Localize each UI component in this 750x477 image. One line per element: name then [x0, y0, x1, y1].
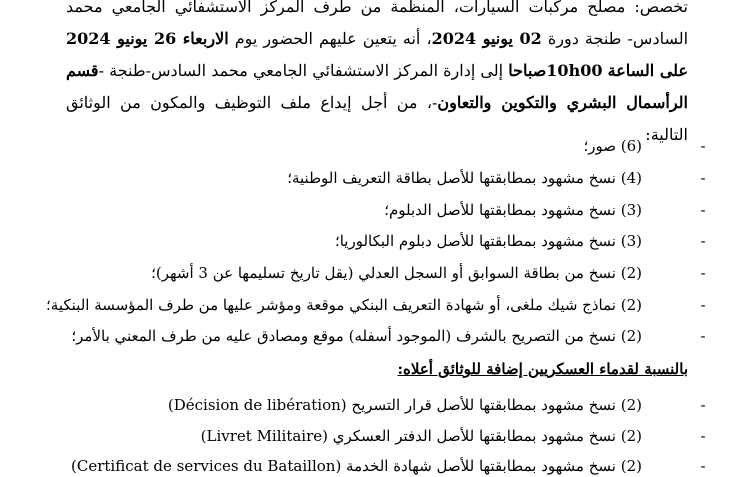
bullet-dash: - — [700, 296, 706, 314]
intro-line-3: إلى إدارة المركز الاستشفائي الجامعي محمد السادس-طنجة - — [98, 61, 509, 80]
intro-paragraph — [66, 0, 688, 151]
exam-date: 02 يونيو 2024 — [431, 29, 542, 48]
bullet-dash: - — [700, 201, 706, 219]
list-item: - (3) نسخ مشهود بمطابقتها للأصل دبلوم البكالوريا؛ — [335, 230, 642, 252]
appointment-date: الاربعاء 26 يونيو 2024 على الساعة — [66, 29, 689, 80]
bullet-dash: - — [700, 427, 706, 445]
department-name: قسم الرأسمال البشري والتكوين والتعاون — [66, 61, 688, 112]
bullet-dash: - — [700, 264, 706, 282]
intro-line-1: تخصص: مصلح مركبات السيارات، المنظمة من طرف المركز الاستشفائي الجامعي محمد السادس- — [66, 0, 689, 48]
list-item: - (2) نسخ من بطاقة السوابق أو السجل العدلي (يقل تاريخ تسليمها عن 3 أشهر)؛ — [151, 262, 642, 284]
intro-line-2b: ، أنه يتعين عليهم الحضور يوم — [228, 29, 432, 48]
list-item: - (2) نسخ من التصريح بالشرف (الموجود أسفله) موقع ومصادق عليه من طرف المعني بالأمر؛ — [71, 325, 642, 347]
bullet-dash: - — [700, 457, 706, 475]
list-item: - (2) نماذج شيك ملغى، أو شهادة التعريف البنكي موقعة ومؤشر عليها من طرف المؤسسة البنكية؛ — [46, 294, 642, 316]
appointment-time: 10h00صباحا — [508, 61, 603, 80]
list-item: - (2) نسخ مشهود بمطابقتها للأصل الدفتر العسكري (Livret Militaire) — [201, 425, 642, 447]
bullet-dash: - — [700, 232, 706, 250]
list-item: - (2) نسخ مشهود بمطابقتها للأصل شهادة الخدمة (Certificat de services du Bataillon) — [71, 455, 642, 477]
list-item: - (4) نسخ مشهود بمطابقتها للأصل بطاقة التعريف الوطنية؛ — [287, 167, 642, 189]
list-item: - (6) صور؛ — [583, 135, 642, 157]
list-item: - (2) نسخ مشهود بمطابقتها للأصل قرار التسريح (Décision de libération) — [168, 394, 642, 416]
bullet-dash: - — [700, 327, 706, 345]
intro-line-2a: طنجة دورة — [541, 29, 622, 48]
bullet-dash: - — [700, 137, 706, 155]
intro-line-4: -، من أجل إيداع ملف التوظيف والمكون من الوثائق التالية: — [66, 93, 688, 144]
list-item: - (3) نسخ مشهود بمطابقتها للأصل الدبلوم؛ — [384, 199, 642, 221]
bullet-dash: - — [700, 169, 706, 187]
bullet-dash: - — [700, 396, 706, 414]
veterans-section-title: بالنسبة لقدماء العسكريين إضافة للوثائق أعلاه: — [397, 360, 688, 378]
